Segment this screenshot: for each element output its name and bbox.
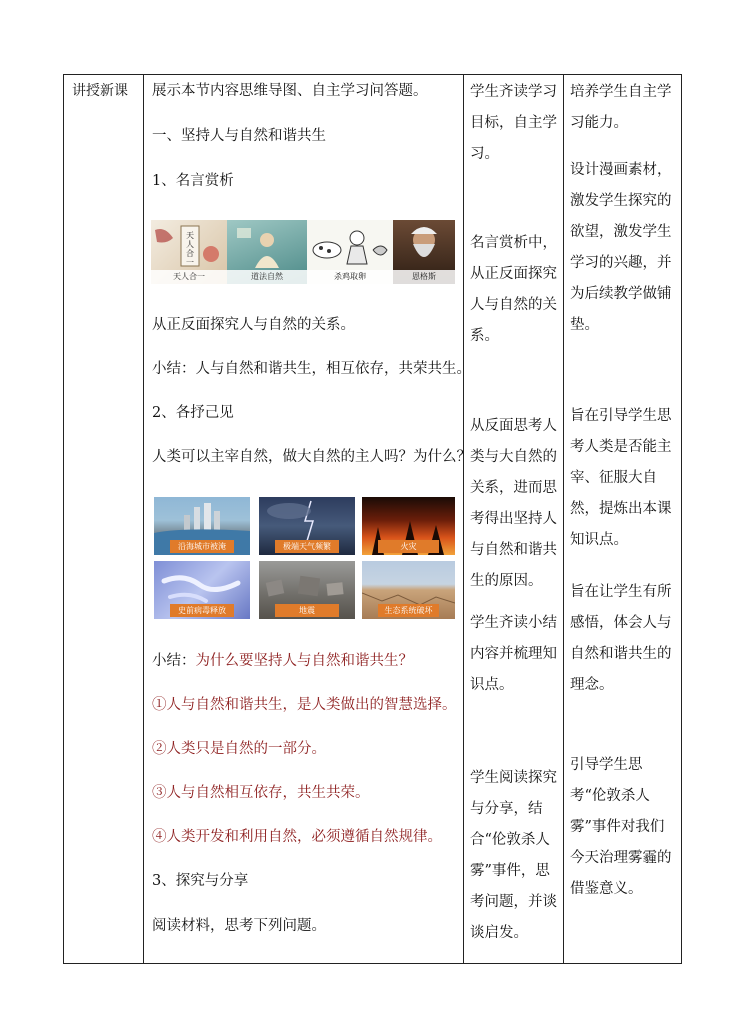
earthquake-image (259, 561, 355, 619)
virus-image (154, 561, 250, 619)
student-activity: 学生齐读小结内容并梳理知识点。 (470, 615, 557, 693)
summary-one: 小结：人与自然和谐共生，相互依存，共荣共生。 (152, 361, 471, 377)
image-caption: 生态系统破坏 (378, 604, 439, 617)
subheading-opinions: 2、各抒己见 (152, 405, 234, 421)
summary-two (152, 651, 413, 671)
cartoon-image (307, 220, 393, 284)
image-caption: 杀鸡取卵 (307, 270, 393, 284)
portrait-icon (393, 220, 455, 270)
summary-prefix: 小结： (152, 653, 196, 669)
stage-label: 讲授新课 (72, 83, 128, 99)
design-intent: 设计漫画素材，激发学生探究的欲望，激发学生学习的兴趣，并为后续教学做铺垫。 (570, 162, 672, 333)
lesson-table (63, 74, 682, 964)
image-caption: 地震 (275, 604, 339, 617)
svg-text:人: 人 (186, 240, 194, 249)
student-activity: 从反面思考人类与大自然的关系，进而思考得出坚持人与自然和谐共生的原因。 (470, 418, 557, 589)
calligraphy-image (151, 220, 227, 284)
cartoon-icon (307, 220, 393, 270)
flood-image (154, 497, 250, 555)
section-heading: 一、坚持人与自然和谐共生 (152, 128, 326, 144)
summary-title: 为什么要坚持人与自然和谐共生？ (195, 653, 413, 669)
reading-instruction: 阅读材料，思考下列问题。 (152, 918, 326, 934)
relation-text: 从正反面探究人与自然的关系。 (152, 317, 355, 333)
image-caption: 恩格斯 (393, 270, 455, 284)
discussion-question: 人类可以主宰自然，做大自然的主人吗？为什么？ (152, 449, 471, 465)
svg-text:一: 一 (186, 258, 194, 267)
point-item: ③人与自然相互依存，共生共荣。 (152, 785, 370, 801)
design-intent: 旨在让学生有所感悟，体会人与自然和谐共生的理念。 (570, 584, 672, 693)
engels-image (393, 220, 455, 284)
image-caption: 极端天气频繁 (275, 540, 339, 553)
fire-image (362, 497, 455, 555)
calligraphy-scroll-icon (151, 220, 227, 270)
intro-text: 展示本节内容思维导图、自主学习问答题。 (152, 83, 428, 99)
desert-image (362, 561, 455, 619)
image-caption: 天人合一 (151, 270, 227, 284)
column-divider (143, 75, 144, 963)
design-intent: 引导学生思考“伦敦杀人雾”事件对我们今天治理雾霾的借鉴意义。 (570, 757, 672, 897)
column-divider (563, 75, 564, 963)
image-caption: 史前病毒释放 (170, 604, 234, 617)
image-caption: 火灾 (378, 540, 439, 553)
point-item: ②人类只是自然的一部分。 (152, 741, 326, 757)
svg-text:合: 合 (186, 249, 194, 258)
student-activity: 学生齐读学习目标，自主学习。 (470, 84, 557, 162)
storm-image (259, 497, 355, 555)
quote-images (151, 220, 457, 284)
subheading-explore: 3、探究与分享 (152, 873, 249, 889)
student-activity: 名言赏析中，从正反面探究人与自然的关系。 (470, 235, 557, 344)
image-caption: 沿海城市被淹 (170, 540, 234, 553)
laozi-painting-icon (227, 220, 307, 270)
column-divider (463, 75, 464, 963)
point-item: ④人类开发和利用自然，必须遵循自然规律。 (152, 829, 442, 845)
image-caption: 道法自然 (227, 270, 307, 284)
point-item: ①人与自然和谐共生，是人类做出的智慧选择。 (152, 697, 457, 713)
svg-text:天: 天 (186, 231, 194, 240)
design-intent: 培养学生自主学习能力。 (570, 84, 672, 131)
laozi-image (227, 220, 307, 284)
subheading-quotes: 1、名言赏析 (152, 173, 234, 189)
student-activity: 学生阅读探究与分享，结合“伦敦杀人雾”事件，思考问题，并谈谈启发。 (470, 770, 557, 941)
design-intent: 旨在引导学生思考人类是否能主宰、征服大自然，提炼出本课知识点。 (570, 408, 672, 548)
